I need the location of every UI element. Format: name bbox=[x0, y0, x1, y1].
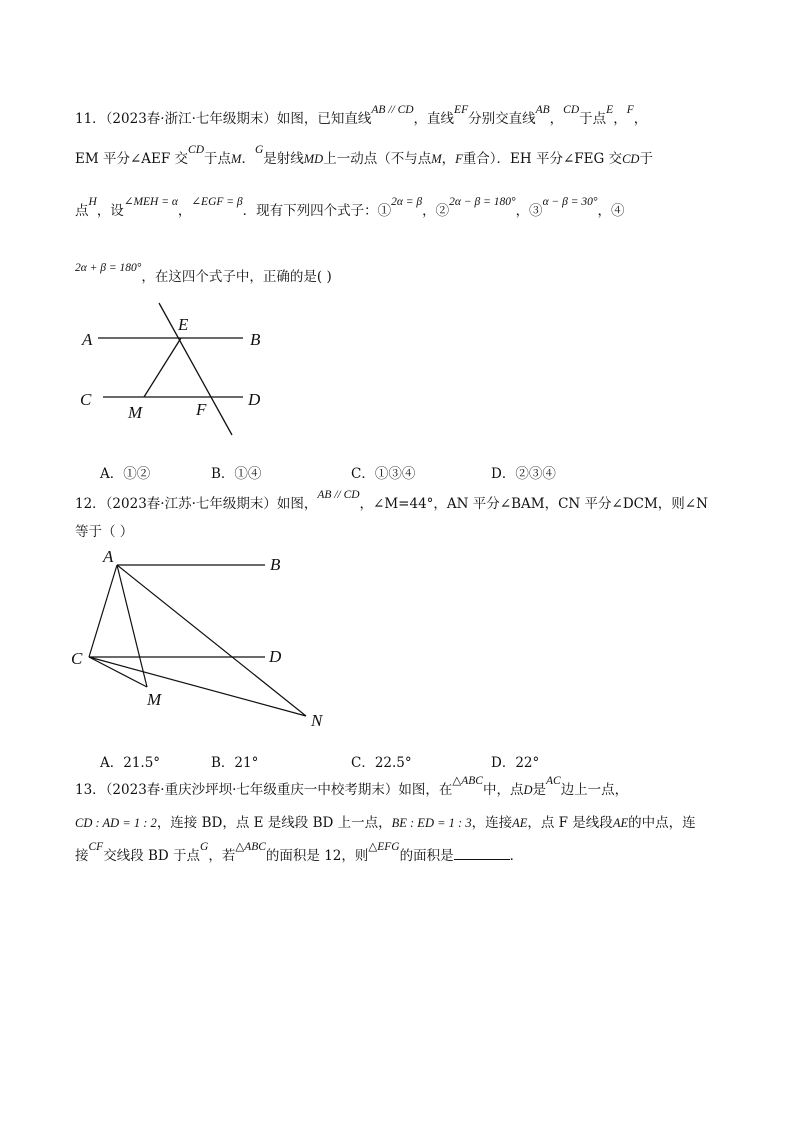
label-d: D bbox=[248, 390, 261, 409]
q11-figure bbox=[70, 295, 290, 445]
q13-line-2: CD : AD = 1 : 2，连接 BD，点 E 是线段 BD 上一点，BE : ED = 1 : 3，连接AE，点 F 是线段AE的中点，连 bbox=[75, 815, 696, 831]
q13-line-3: 接CF交线段 BD 于点G，若△ABC的面积是 12，则△EFG的面积是 ． bbox=[75, 841, 524, 864]
q11-line-2: EM 平分∠AEF 交CD于点M．G是射线MD上一动点（不与点M，F重合）．EH 平分∠FEG 交CD于 bbox=[75, 144, 653, 167]
label-b: B bbox=[250, 330, 261, 349]
label-a: A bbox=[82, 330, 93, 349]
q13-line-1: 13．（2023春·重庆沙坪坝·七年级重庆一中校考期末）如图，在△ABC中，点D是AC边上一点， bbox=[75, 775, 629, 798]
label-m: M bbox=[147, 690, 162, 709]
q12-option-c[interactable]: C．22.5° bbox=[351, 755, 412, 771]
q12-option-d[interactable]: D．22° bbox=[491, 755, 540, 771]
label-e: E bbox=[178, 315, 189, 334]
label-a: A bbox=[103, 547, 114, 566]
q11-line-1: 11．（2023春·浙江·七年级期末）如图，已知直线AB // CD，直线EF分别交直线AB，CD于点E，F， bbox=[75, 104, 648, 127]
q11-line-4: 2α + β = 180°，在这四个式子中，正确的是( ) bbox=[75, 262, 332, 285]
segment-cm bbox=[89, 657, 147, 687]
q12-option-a[interactable]: A．21.5° bbox=[100, 755, 161, 771]
label-c: C bbox=[80, 390, 92, 409]
q12-line-2: 等于（ ） bbox=[75, 524, 134, 540]
q11-option-a[interactable]: A．①② bbox=[100, 466, 151, 482]
label-m: M bbox=[128, 403, 143, 422]
q11-option-b[interactable]: B．①④ bbox=[211, 466, 262, 482]
segment-an bbox=[117, 565, 306, 716]
segment-em bbox=[144, 338, 181, 397]
q12-figure bbox=[65, 548, 345, 733]
label-c: C bbox=[71, 649, 83, 668]
q12-line-1: 12．（2023春·江苏·七年级期末）如图，AB // CD，∠M=44°，AN 平分∠BAM，CN 平分∠DCM，则∠N bbox=[75, 489, 708, 512]
label-d: D bbox=[269, 647, 282, 666]
answer-blank[interactable] bbox=[454, 847, 510, 860]
q11-line-3: 点H，设∠MEH = α，∠EGF = β．现有下列四个式子：①2α = β，②2α − β = 180°，③α − β = 30°，④ bbox=[75, 196, 625, 219]
q12-option-b[interactable]: B．21° bbox=[211, 755, 259, 771]
q11-option-c[interactable]: C．①③④ bbox=[351, 466, 416, 482]
q11-option-d[interactable]: D．②③④ bbox=[491, 466, 556, 482]
segment-ac bbox=[89, 565, 117, 657]
label-b: B bbox=[270, 555, 281, 574]
label-n: N bbox=[311, 711, 323, 730]
label-f: F bbox=[196, 400, 207, 419]
